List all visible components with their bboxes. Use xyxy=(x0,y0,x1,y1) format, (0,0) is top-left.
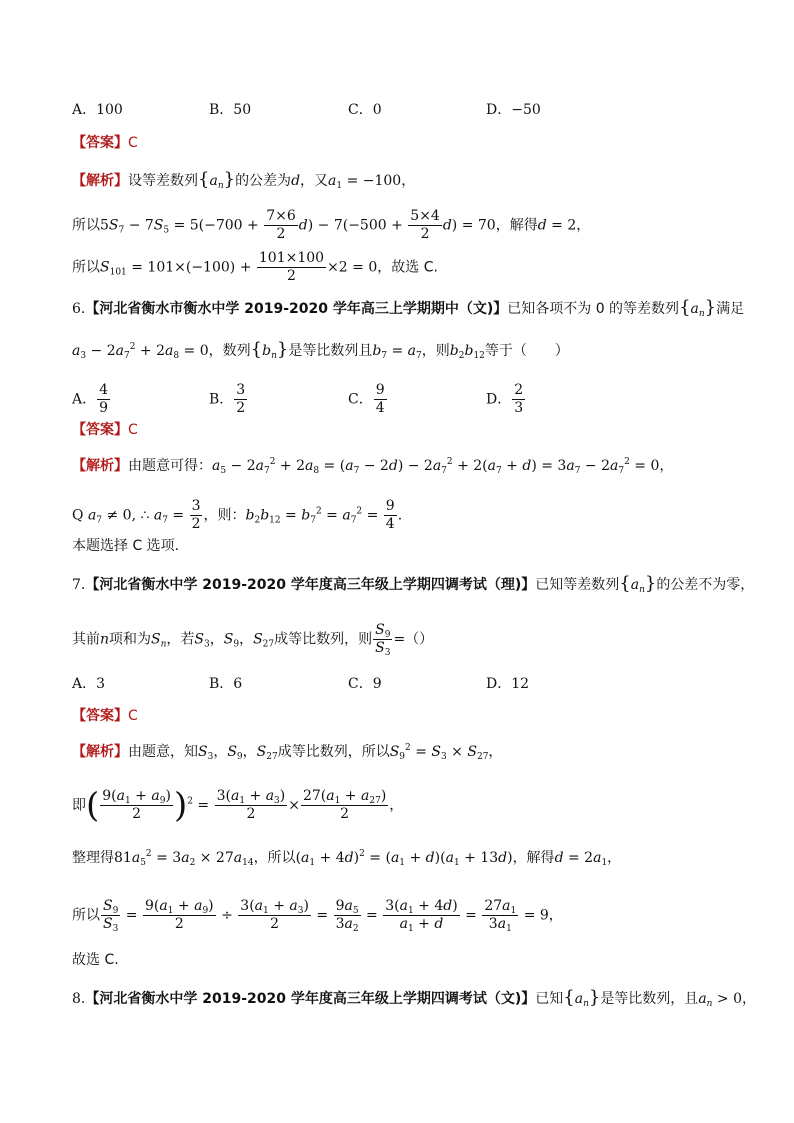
analysis-text: 所以 xyxy=(72,907,100,924)
analysis-tag: 【解析】 xyxy=(72,458,128,474)
question-text: 其前 xyxy=(72,631,100,648)
fraction: $\frac{7\times 6}{2}$ xyxy=(266,208,296,242)
q7-option-d: D．12 xyxy=(486,676,530,692)
fraction: $\frac{9}{4}$ xyxy=(385,498,395,532)
answer-value: C xyxy=(128,422,138,438)
analysis-text: 由题意可得： xyxy=(128,458,212,474)
q6-option-d: D． $\frac{2}{3}$ xyxy=(486,382,524,416)
q5-answer-line xyxy=(72,133,138,153)
q7-conclusion xyxy=(72,950,119,970)
analysis-text: 本题选择 C 选项. xyxy=(72,538,180,554)
question-number: 6. xyxy=(72,301,86,317)
analysis-text: 成等比数列，所以 xyxy=(277,744,390,760)
q6-analysis-line-1: 【解析】由题意可得：$a_5 - 2a_7^2 + 2a_8 = (a_7 - 2d) - 2a_7^2 + 2(a_7 + d) = 3a_7 - 2a_7^2 = 0$， xyxy=(72,457,674,476)
q7-option-b: B．6 xyxy=(209,676,243,692)
question-text: 已知各项不为 0 的等差数列 xyxy=(507,301,680,317)
q6-option-c: C． $\frac{9}{4}$ xyxy=(348,382,385,416)
question-source: 【河北省衡水市衡水中学 2019-2020 学年高三上学期期中（文)】 xyxy=(85,301,508,317)
question-text: ，若 xyxy=(166,631,195,648)
q6-option-b: B． $\frac{3}{2}$ xyxy=(209,382,246,416)
fraction: $\frac{9(a_1 + a_9)}{2}$ xyxy=(102,788,171,822)
answer-value: C xyxy=(128,135,138,151)
q5-analysis-line-2: 所以$5S_7 - 7S_5 = 5(-700$ + $\frac{7\times 6}{2}$ d) − 7(−500 + $\frac{5\times 4}{2}$ d) = 70，解得d = 2， xyxy=(72,208,591,242)
analysis-text: ，故选 C. xyxy=(377,259,438,276)
question-text: ，数列 xyxy=(208,343,251,359)
fraction: $\frac{3}{2}$ xyxy=(191,498,201,532)
q5-option-c: C．0 xyxy=(348,102,382,118)
q7-stem-line-1: 7.【河北省衡水中学 2019-2020 学年度高三年级上学期四调考试（理)】已知等差数列$\{a_n\}$的公差不为零， xyxy=(72,573,755,595)
fraction: $\frac{3(a_1 + 4d)}{a_1 + d}$ xyxy=(385,898,458,934)
q6-analysis-line-2: Q $a_7 \ne 0$, ∴ $a_7$ = $\frac{3}{2}$ ，则：$b_2b_{12} = b_7^2 = a_7^2$ = $\frac{9}{4}$ . xyxy=(72,498,403,532)
fraction: $\frac{S_9}{S_3}$ xyxy=(103,898,119,934)
analysis-text: 即 xyxy=(72,797,86,814)
q6-conclusion xyxy=(72,536,179,556)
q6-answer-line xyxy=(72,420,138,440)
question-text: ，则 xyxy=(421,343,450,359)
question-text: 的公差不为零， xyxy=(656,577,755,593)
q5-option-b: B．50 xyxy=(209,102,252,118)
fraction: $\frac{101\times 100}{2}$ xyxy=(258,250,325,284)
q5-option-d: D．−50 xyxy=(486,102,541,118)
fraction: $\frac{27a_1}{3a_1}$ xyxy=(484,898,517,934)
question-number: 8. xyxy=(72,991,86,1007)
analysis-text: 故选 C. xyxy=(72,952,119,968)
question-text: 是等比数列，且 xyxy=(600,991,699,1007)
fraction: $\frac{3(a_1 + a_3)}{2}$ xyxy=(240,898,309,932)
q7-options xyxy=(72,674,732,694)
fraction: $\frac{S_9}{S_3}$ xyxy=(375,622,391,658)
question-text: 已知等差数列 xyxy=(535,577,620,593)
analysis-text: 由题意，知 xyxy=(128,744,198,760)
question-text: =（） xyxy=(393,631,434,648)
analysis-text: 所以 xyxy=(72,259,100,276)
analysis-text: ，又 xyxy=(300,173,329,189)
q5-analysis-line-1: 【解析】设等差数列$\{a_n\}$的公差为d，又$a_1 = -100$， xyxy=(72,169,416,191)
analysis-text: ，所以 xyxy=(253,850,296,866)
answer-value: C xyxy=(128,708,138,724)
q6-stem-line-1: 6.【河北省衡水市衡水中学 2019-2020 学年高三上学期期中（文)】已知各项不为 0 的等差数列$\{a_n\}$满足 xyxy=(72,297,745,319)
q7-analysis-line-2: 即( $\frac{9(a_1 + a_9)}{2}$ )$^2$ = $\frac{3(a_1 + a_3)}{2}$ × $\frac{27(a_1 + a_{27})}{2}$ ， xyxy=(72,785,404,826)
fraction: $\frac{9(a_1 + a_9)}{2}$ xyxy=(144,898,214,932)
question-text: 已知 xyxy=(535,991,564,1007)
q6-option-a: A． $\frac{4}{9}$ xyxy=(72,382,109,416)
q7-analysis-line-1: 【解析】由题意，知$S_3$，$S_9$，$S_{27}$成等比数列，所以$S_9^2 = S_3 \times S_{27}$， xyxy=(72,743,503,762)
q5-option-a: A．100 xyxy=(72,102,123,118)
analysis-text: ，解得 xyxy=(495,217,538,234)
q8-stem-line-1: 8.【河北省衡水中学 2019-2020 学年度高三年级上学期四调考试（文)】已知$\{a_n\}$是等比数列，且$a_n > 0$， xyxy=(72,987,757,1009)
q7-analysis-line-3: 整理得$81a_5^2 = 3a_2 \times 27a_{14}$，所以$(a_1 + 4d)^2 = (a_1 + d)(a_1 + 13d)$，解得$d = 2a_1$， xyxy=(72,849,622,868)
q7-answer-line xyxy=(72,706,138,726)
q7-option-c: C．9 xyxy=(348,676,382,692)
answer-tag: 【答案】 xyxy=(72,422,128,438)
question-text: 项和为 xyxy=(109,631,152,648)
q7-option-a: A．3 xyxy=(72,676,106,692)
analysis-text: 整理得 xyxy=(72,850,114,866)
question-text: 是等比数列且 xyxy=(288,343,373,359)
analysis-text: 所以 xyxy=(72,217,100,234)
question-text: 等于（ ） xyxy=(484,343,569,359)
q5-options xyxy=(72,100,732,120)
q7-stem-line-2: 其前n项和为$S_n$，若$S_3$，$S_9$，$S_{27}$成等比数列，则 $\frac{S_9}{S_3}$ =（） xyxy=(72,622,434,658)
fraction: $\frac{27(a_1 + a_{27})}{2}$ xyxy=(302,788,387,822)
q6-stem-line-2: $a_3 - 2a_7^2 + 2a_8 = 0$，数列$\{b_n\}$是等比数列且$b_7 = a_7$，则$b_2b_{12}$等于（ ） xyxy=(72,339,569,361)
answer-tag: 【答案】 xyxy=(72,135,128,151)
answer-tag: 【答案】 xyxy=(72,708,128,724)
analysis-text: ，则： xyxy=(203,507,246,524)
analysis-text: 设等差数列 xyxy=(128,173,198,189)
analysis-tag: 【解析】 xyxy=(72,744,128,760)
fraction: $\frac{5\times 4}{2}$ xyxy=(410,208,440,242)
fraction: $\frac{3(a_1 + a_3)}{2}$ xyxy=(216,788,286,822)
question-number: 7. xyxy=(72,577,86,593)
analysis-tag: 【解析】 xyxy=(72,173,128,189)
fraction: $\frac{9a_5}{3a_2}$ xyxy=(335,898,359,934)
question-source: 【河北省衡水中学 2019-2020 学年度高三年级上学期四调考试（文)】 xyxy=(85,991,536,1007)
q7-analysis-line-4: 所以 $\frac{S_9}{S_3}$ = $\frac{9(a_1 + a_9)}{2}$ ÷ $\frac{3(a_1 + a_3)}{2}$ = $\frac{9a_5}{3a_2}$ = $\frac{3(a_1 + 4d)}{a_1 + d}$ = $\frac{27a_1}{3a_1}$ = 9， xyxy=(72,898,563,934)
q5-analysis-line-3: 所以$S_{101} = 101\times(-100)$ + $\frac{101\times 100}{2}$ ×2 = 0，故选 C. xyxy=(72,250,438,284)
question-text: 满足 xyxy=(716,301,745,317)
question-text: 成等比数列，则 xyxy=(274,631,373,648)
analysis-text: 的公差为 xyxy=(235,173,292,189)
q6-options xyxy=(72,372,732,416)
question-source: 【河北省衡水中学 2019-2020 学年度高三年级上学期四调考试（理)】 xyxy=(85,577,536,593)
analysis-text: ，解得 xyxy=(512,850,555,866)
